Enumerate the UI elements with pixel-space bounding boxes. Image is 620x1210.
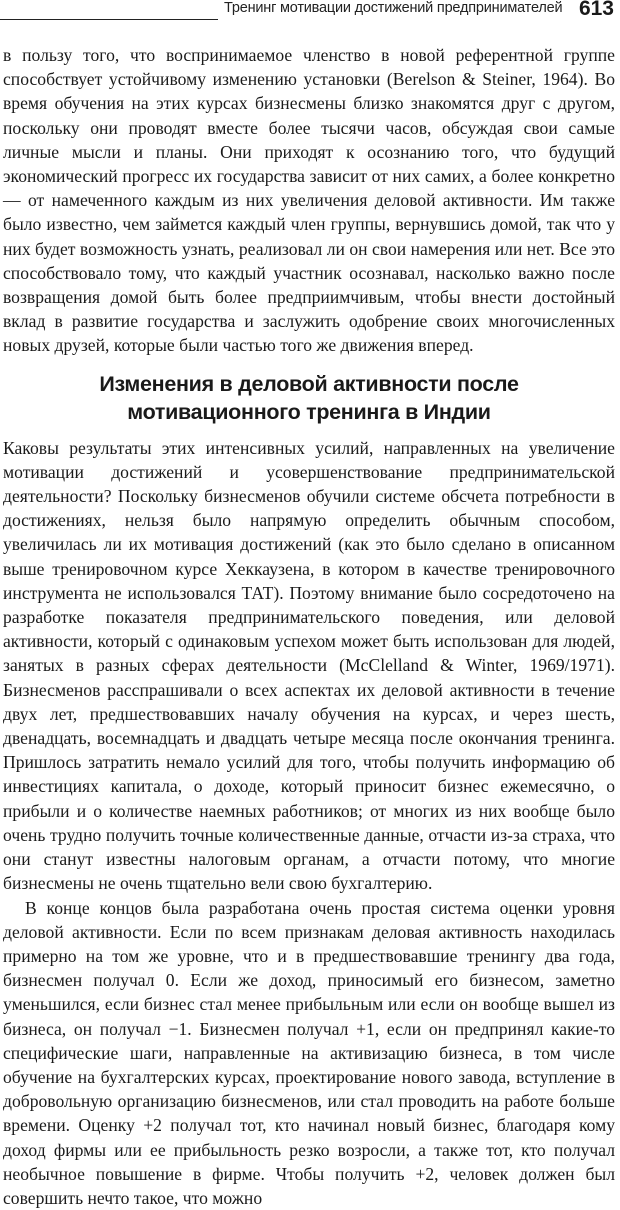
section-heading-line-1: Изменения в деловой активности после xyxy=(3,370,615,398)
section-heading xyxy=(3,370,615,426)
paragraph-2: Каковы результаты этих интенсивных усилий, направленных на увеличение мотивации достижений и усовершенствование предпринимательской деятельности? Поскольку бизнесменов обучили системе обсчета потребности в достижениях, нельзя было напрямую определить обычным способом, увеличилась ли их мотивация достижений (как это было сделано в описанном выше тренировочном курсе Хеккаузена, в котором в качестве тренировочного инструмента не использовался ТАТ). Поэтому внимание было сосредоточено на разработке показателя предпринимательского поведения, или деловой активности, который с одинаковым успехом может быть использован для людей, занятых в разных сферах деятельности (McClelland & Winter, 1969/1971). Бизнесменов расспрашивали о всех аспектах их деловой активности в течение двух лет, предшествовавших началу обучения на курсах, и через шесть, двенадцать, восемнадцать и двадцать четыре месяца после окончания тренинга. Пришлось затратить немало усилий для того, чтобы получить информацию об инвестициях капитала, о доходе, который приносит бизнес ежемесячно, о прибыли и о количестве наемных работников; от многих из них вообще было очень трудно получить точные количественные данные, отчасти из-за страха, что они станут известны налоговым органам, а отчасти потому, что многие бизнесмены не очень тщательно вели свою бухгалтерию. xyxy=(3,436,615,896)
paragraph-3: В конце концов была разработана очень простая система оценки уровня деловой активности. Если по всем признакам деловая активность находилась примерно на том же уровне, что и в предшествовавшие тренингу два года, бизнесмен получал 0. Если же доход, приносимый его бизнесом, заметно уменьшился, если бизнес стал менее прибыльным или если он вообще вышел из бизнеса, он получал −1. Бизнесмен получал +1, если он предпринял какие-то специфические шаги, направленные на активизацию бизнеса, в том числе обучение на бухгалтерских курсах, проектирование нового завода, вступление в добровольную организацию бизнесменов, или стал проводить на работе больше времени. Оценку +2 получал тот, кто начинал новый бизнес, благодаря кому доход фирмы или ее прибыльность резко возросли, а также тот, кто получал необычное повышение в фирме. Чтобы получить +2, человек должен был совершить нечто такое, что можно xyxy=(3,896,615,1210)
running-head xyxy=(0,0,620,26)
paragraph-1: в пользу того, что воспринимаемое членство в новой референтной группе способствует устойчивому изменению установки (Berelson & Steiner, 1964). Во время обучения на этих курсах бизнесмены близко знакомятся друг с другом, поскольку они проводят вместе более тысячи часов, обсуждая свои самые личные мысли и планы. Они приходят к осознанию того, что будущий экономический прогресс их государства зависит от них самих, а более конкретно — от намеченного каждым из них увеличения деловой активности. Им также было известно, чем займется каждый член группы, вернувшись домой, так что у них будет возможность узнать, реализовал ли он свои намерения или нет. Все это способствовало тому, что каждый участник осознавал, насколько важно после возвращения домой быть более предприимчивым, чтобы внести достойный вклад в развитие государства и заслужить одобрение своих многочисленных новых друзей, которые были частью того же движения вперед. xyxy=(3,43,615,358)
page-number: 613 xyxy=(579,0,614,21)
header-rule xyxy=(0,19,218,20)
running-head-title: Тренинг мотивации достижений предпринимателей xyxy=(224,0,562,16)
body-text xyxy=(3,43,615,1210)
section-heading-line-2: мотивационного тренинга в Индии xyxy=(3,398,615,426)
